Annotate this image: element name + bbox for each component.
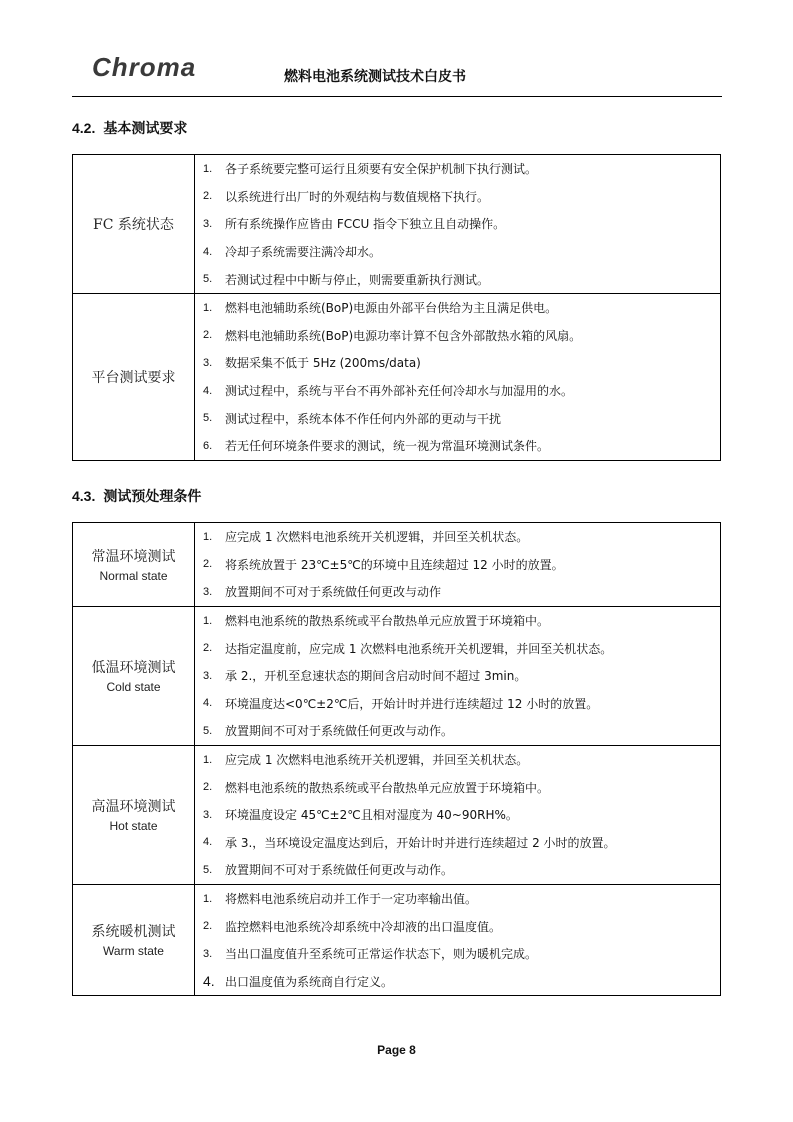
item-text: 放置期间不可对于系统做任何更改与动作。 <box>225 863 454 878</box>
basic-test-requirements-table <box>72 154 721 461</box>
item-number: 4. <box>203 836 213 849</box>
item-number: 3. <box>203 808 213 821</box>
item-number: 2. <box>203 190 213 203</box>
list-item <box>195 349 720 377</box>
item-number: 5. <box>203 412 213 425</box>
item-text: 若测试过程中中断与停止，则需要重新执行测试。 <box>225 272 490 287</box>
item-text: 应完成 1 次燃料电池系统开关机逻辑，并回至关机状态。 <box>225 530 529 545</box>
item-text: 出口温度值为系统商自行定义。 <box>225 974 394 989</box>
section-title: 测试预处理条件 <box>103 489 202 505</box>
item-text: 各子系统要完整可运行且须要有安全保护机制下执行测试。 <box>225 162 538 177</box>
list-item <box>195 829 720 857</box>
section-number: 4.2. <box>72 120 96 136</box>
list-item <box>195 662 720 690</box>
list-item <box>195 856 720 884</box>
row-items-cell <box>195 523 721 607</box>
item-text: 达指定温度前，应完成 1 次燃料电池系统开关机逻辑，并回至关机状态。 <box>225 641 613 656</box>
item-number: 6. <box>203 439 213 452</box>
item-number: 2. <box>203 642 213 655</box>
row-label-english: Cold state <box>106 680 161 695</box>
table-row <box>73 606 721 745</box>
item-number: 3. <box>203 356 213 369</box>
item-list <box>195 746 720 884</box>
item-text: 承 2.，开机至怠速状态的期间含启动时间不超过 3min。 <box>225 669 527 684</box>
list-item <box>195 912 720 940</box>
row-label-cell <box>73 606 195 745</box>
item-number: 1. <box>203 614 213 627</box>
list-item <box>195 265 720 293</box>
item-list <box>195 294 720 460</box>
item-text: 若无任何环境条件要求的测试，统一视为常温环境测试条件。 <box>225 439 550 454</box>
section-title: 基本测试要求 <box>103 121 188 137</box>
list-item <box>195 801 720 829</box>
list-item <box>195 773 720 801</box>
header-divider <box>72 96 722 97</box>
list-item <box>195 404 720 432</box>
list-item <box>195 717 720 745</box>
item-number: 2. <box>203 781 213 794</box>
item-text: 燃料电池辅助系统(BoP)电源由外部平台供给为主且满足供电。 <box>225 301 558 316</box>
pretreatment-conditions-table <box>72 522 721 996</box>
row-items-cell <box>195 155 721 294</box>
item-number: 3. <box>203 585 213 598</box>
list-item <box>195 322 720 350</box>
row-label-english: Normal state <box>99 568 168 583</box>
list-item <box>195 578 720 606</box>
item-text: 测试过程中，系统本体不作任何内外部的更动与干扰 <box>225 411 502 426</box>
item-text: 数据采集不低于 5Hz (200ms/data) <box>225 356 421 371</box>
item-number: 1. <box>203 162 213 175</box>
row-label-cell <box>73 155 195 294</box>
item-number: 4. <box>203 384 213 397</box>
item-text: 将系统放置于 23℃±5℃的环境中且连续超过 12 小时的放置。 <box>225 557 564 572</box>
list-item <box>195 968 720 996</box>
item-list <box>195 607 720 745</box>
item-number: 3. <box>203 669 213 682</box>
list-item <box>195 940 720 968</box>
list-item <box>195 155 720 183</box>
item-list <box>195 523 720 606</box>
item-number: 2. <box>203 920 213 933</box>
row-label: 高温环境测试 <box>91 799 176 816</box>
row-items-cell <box>195 606 721 745</box>
item-list <box>195 155 720 293</box>
item-number: 1. <box>203 530 213 543</box>
item-number: 5. <box>203 724 213 737</box>
item-number: 1. <box>203 753 213 766</box>
document-title: 燃料电池系统测试技术白皮书 <box>284 69 466 85</box>
item-number: 4. <box>203 245 213 258</box>
row-items-cell <box>195 293 721 460</box>
item-list <box>195 885 720 995</box>
item-text: 测试过程中，系统与平台不再外部补充任何冷却水与加湿用的水。 <box>225 384 574 399</box>
chroma-logo: Chroma <box>92 52 197 82</box>
item-text: 放置期间不可对于系统做任何更改与动作。 <box>225 724 454 739</box>
item-text: 放置期间不可对于系统做任何更改与动作 <box>225 585 442 600</box>
row-label: 系统暖机测试 <box>91 924 176 941</box>
item-text: 燃料电池系统的散热系统或平台散热单元应放置于环境箱中。 <box>225 780 550 795</box>
list-item <box>195 551 720 579</box>
row-label: 常温环境测试 <box>91 548 176 565</box>
item-number: 5. <box>203 273 213 286</box>
table-row <box>73 155 721 294</box>
list-item <box>195 377 720 405</box>
list-item <box>195 183 720 211</box>
row-items-cell <box>195 745 721 884</box>
item-text: 冷却子系统需要注满冷却水。 <box>225 245 382 260</box>
row-label: FC 系统状态 <box>93 216 174 233</box>
section-heading-4-2 <box>72 118 187 138</box>
list-item <box>195 432 720 460</box>
row-label-cell <box>73 523 195 607</box>
item-number: 3. <box>203 947 213 960</box>
item-text: 以系统进行出厂时的外观结构与数值规格下执行。 <box>225 189 490 204</box>
item-text: 监控燃料电池系统冷却系统中冷却液的出口温度值。 <box>225 919 502 934</box>
item-number: 1. <box>203 301 213 314</box>
list-item <box>195 294 720 322</box>
row-label-english: Warm state <box>103 944 164 959</box>
row-label-english: Hot state <box>109 819 158 834</box>
section-number: 4.3. <box>72 488 96 504</box>
item-number: 1. <box>203 892 213 905</box>
item-number: 5. <box>203 863 213 876</box>
table-row <box>73 884 721 995</box>
list-item <box>195 885 720 913</box>
row-label-cell <box>73 745 195 884</box>
item-text: 承 3.，当环境设定温度达到后，开始计时并进行连续超过 2 小时的放置。 <box>225 835 616 850</box>
section-heading-4-3 <box>72 486 201 506</box>
list-item <box>195 238 720 266</box>
item-text: 当出口温度值升至系统可正常运作状态下，则为暖机完成。 <box>225 947 538 962</box>
item-number: 2. <box>203 329 213 342</box>
list-item <box>195 607 720 635</box>
row-label: 平台测试要求 <box>91 369 176 386</box>
list-item <box>195 690 720 718</box>
item-number: 4. <box>203 973 215 990</box>
table-row <box>73 523 721 607</box>
item-text: 应完成 1 次燃料电池系统开关机逻辑，并回至关机状态。 <box>225 753 529 768</box>
item-number: 4. <box>203 697 213 710</box>
item-text: 环境温度设定 45℃±2℃且相对湿度为 40~90RH%。 <box>225 808 518 823</box>
table-row <box>73 745 721 884</box>
table-row <box>73 293 721 460</box>
list-item <box>195 210 720 238</box>
item-number: 3. <box>203 217 213 230</box>
item-text: 将燃料电池系统启动并工作于一定功率输出值。 <box>225 892 478 907</box>
item-number: 2. <box>203 558 213 571</box>
item-text: 所有系统操作应皆由 FCCU 指令下独立且自动操作。 <box>225 217 506 232</box>
row-items-cell <box>195 884 721 995</box>
item-text: 燃料电池系统的散热系统或平台散热单元应放置于环境箱中。 <box>225 614 550 629</box>
list-item <box>195 746 720 774</box>
page-number: Page 8 <box>377 1043 416 1057</box>
list-item <box>195 523 720 551</box>
item-text: 燃料电池辅助系统(BoP)电源功率计算不包含外部散热水箱的风扇。 <box>225 328 582 343</box>
item-text: 环境温度达<0℃±2℃后，开始计时并进行连续超过 12 小时的放置。 <box>225 696 599 711</box>
row-label-cell <box>73 293 195 460</box>
list-item <box>195 634 720 662</box>
row-label-cell <box>73 884 195 995</box>
row-label: 低温环境测试 <box>91 660 176 677</box>
